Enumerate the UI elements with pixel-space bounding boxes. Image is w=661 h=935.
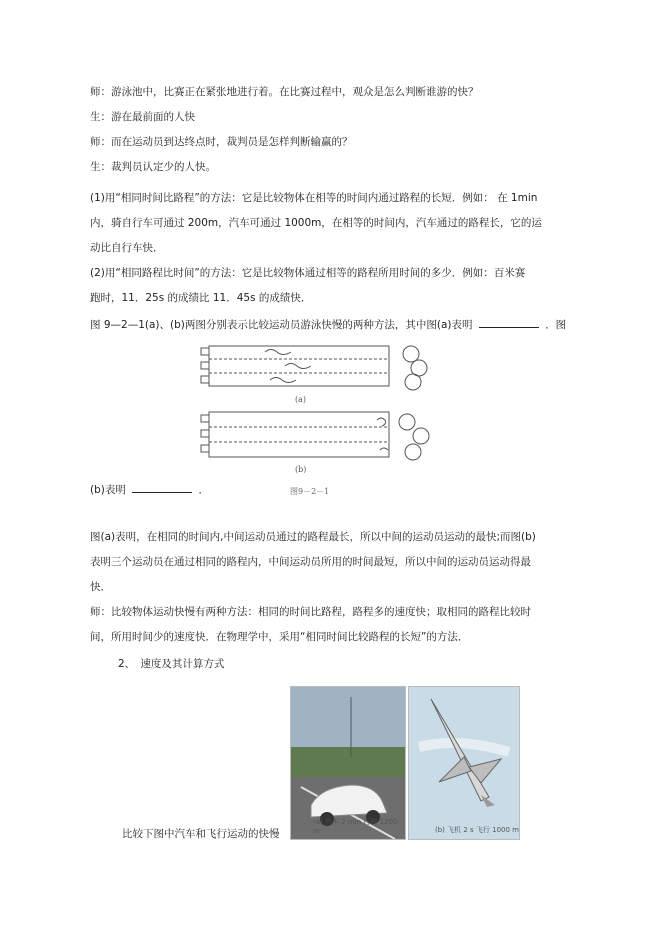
method-2-line-a: (2)用“相同路程比时间”的方法：它是比较物体通过相等的路程所用时间的多少．例如：百米赛 [90, 267, 526, 279]
stopwatch-icon [405, 374, 421, 390]
stopwatch-icon [405, 444, 421, 460]
figure-label-b: (b) [295, 465, 307, 474]
method-2-line-b: 跑时，11．25s 的成绩比 11．45s 的成绩快． [90, 292, 312, 304]
summary-line-b: 间，所用时间少的速度快．在物理学中，采用“相同时间比较路程的长短”的方法． [90, 631, 469, 643]
start-block [201, 362, 209, 369]
answer-line-c: 快． [90, 581, 111, 593]
figure-caption: 图9－2－1 [290, 487, 330, 496]
answer-line-b: 表明三个运动员在通过相同的路程内，中间运动员所用的时间最短，所以中间的运动员运动得最 [90, 556, 531, 568]
car-photo [290, 686, 406, 840]
answer-line-a: 图(a)表明，在相同的时间内,中间运动员通过的路程最长，所以中间的运动员运动的最快;而图(b) [90, 531, 536, 543]
figure-b-text: (b)表明 [90, 484, 126, 496]
dialog-line-2: 生：游在最前面的人快 [90, 111, 195, 123]
figure-b-tail: ． [198, 484, 210, 496]
start-block [201, 445, 209, 452]
answer-blank-a[interactable] [479, 317, 539, 328]
figure-question-tail: ．图 [545, 319, 567, 331]
method-1-line-a: (1)用“相同时间比路程”的方法：它是比较物体在相等的时间内通过路程的长短．例如： 在 1min [90, 192, 538, 204]
jet-caption: (b) 飞机 2 s 飞行 1000 m [435, 826, 519, 834]
figure-label-a: (a) [295, 395, 307, 404]
start-block [201, 415, 209, 422]
swimmer-icon [265, 350, 291, 355]
pool-a [209, 346, 389, 386]
start-block [201, 430, 209, 437]
figure-b-line [90, 478, 570, 503]
method-1-line-b: 内，骑自行车可通过 200m，汽车可通过 1000m，在相等的时间内，汽车通过的路程长，它的运 [90, 217, 542, 229]
stopwatch-icon [403, 346, 419, 362]
summary-line-a: 师：比较物体运动快慢有两种方法：相同的时间比路程，路程多的速度快；取相同的路程比较时 [90, 606, 531, 618]
stopwatch-icon [399, 414, 415, 430]
dialog-line-3: 师：而在运动员到达终点时，裁判员是怎样判断输赢的？ [90, 136, 353, 148]
figure-question-line [90, 313, 570, 338]
dialog-line-1: 师：游泳池中，比赛正在紧张地进行着。在比赛过程中，观众是怎么判断谁游的快？ [90, 86, 479, 98]
car-caption: (a) 汽车 2 min 行驶 1200 m [313, 818, 398, 835]
pool-b [209, 412, 389, 457]
stopwatch-icon [413, 428, 429, 444]
dialog-line-4: 生：裁判员认定少的人快。 [90, 161, 216, 173]
swimmer-icon [377, 418, 386, 426]
swimming-figure [195, 340, 445, 500]
swimmer-icon [380, 448, 388, 450]
jet-photo [408, 686, 520, 840]
swimmer-icon [285, 364, 311, 369]
start-block [201, 376, 209, 383]
answer-blank-b[interactable] [132, 482, 192, 493]
swimmer-icon [270, 378, 296, 383]
jet-image [409, 687, 519, 839]
start-block [201, 348, 209, 355]
section-heading: 2、 速度及其计算方式 [118, 658, 225, 670]
compare-prompt: 比较下图中汽车和飞行运动的快慢 [122, 828, 280, 840]
figure-question-text: 图 9—2—1(a)、(b)两图分别表示比较运动员游泳快慢的两种方法，其中图(a)表明 [90, 319, 473, 331]
method-1-line-c: 动比自行车快． [90, 242, 164, 254]
